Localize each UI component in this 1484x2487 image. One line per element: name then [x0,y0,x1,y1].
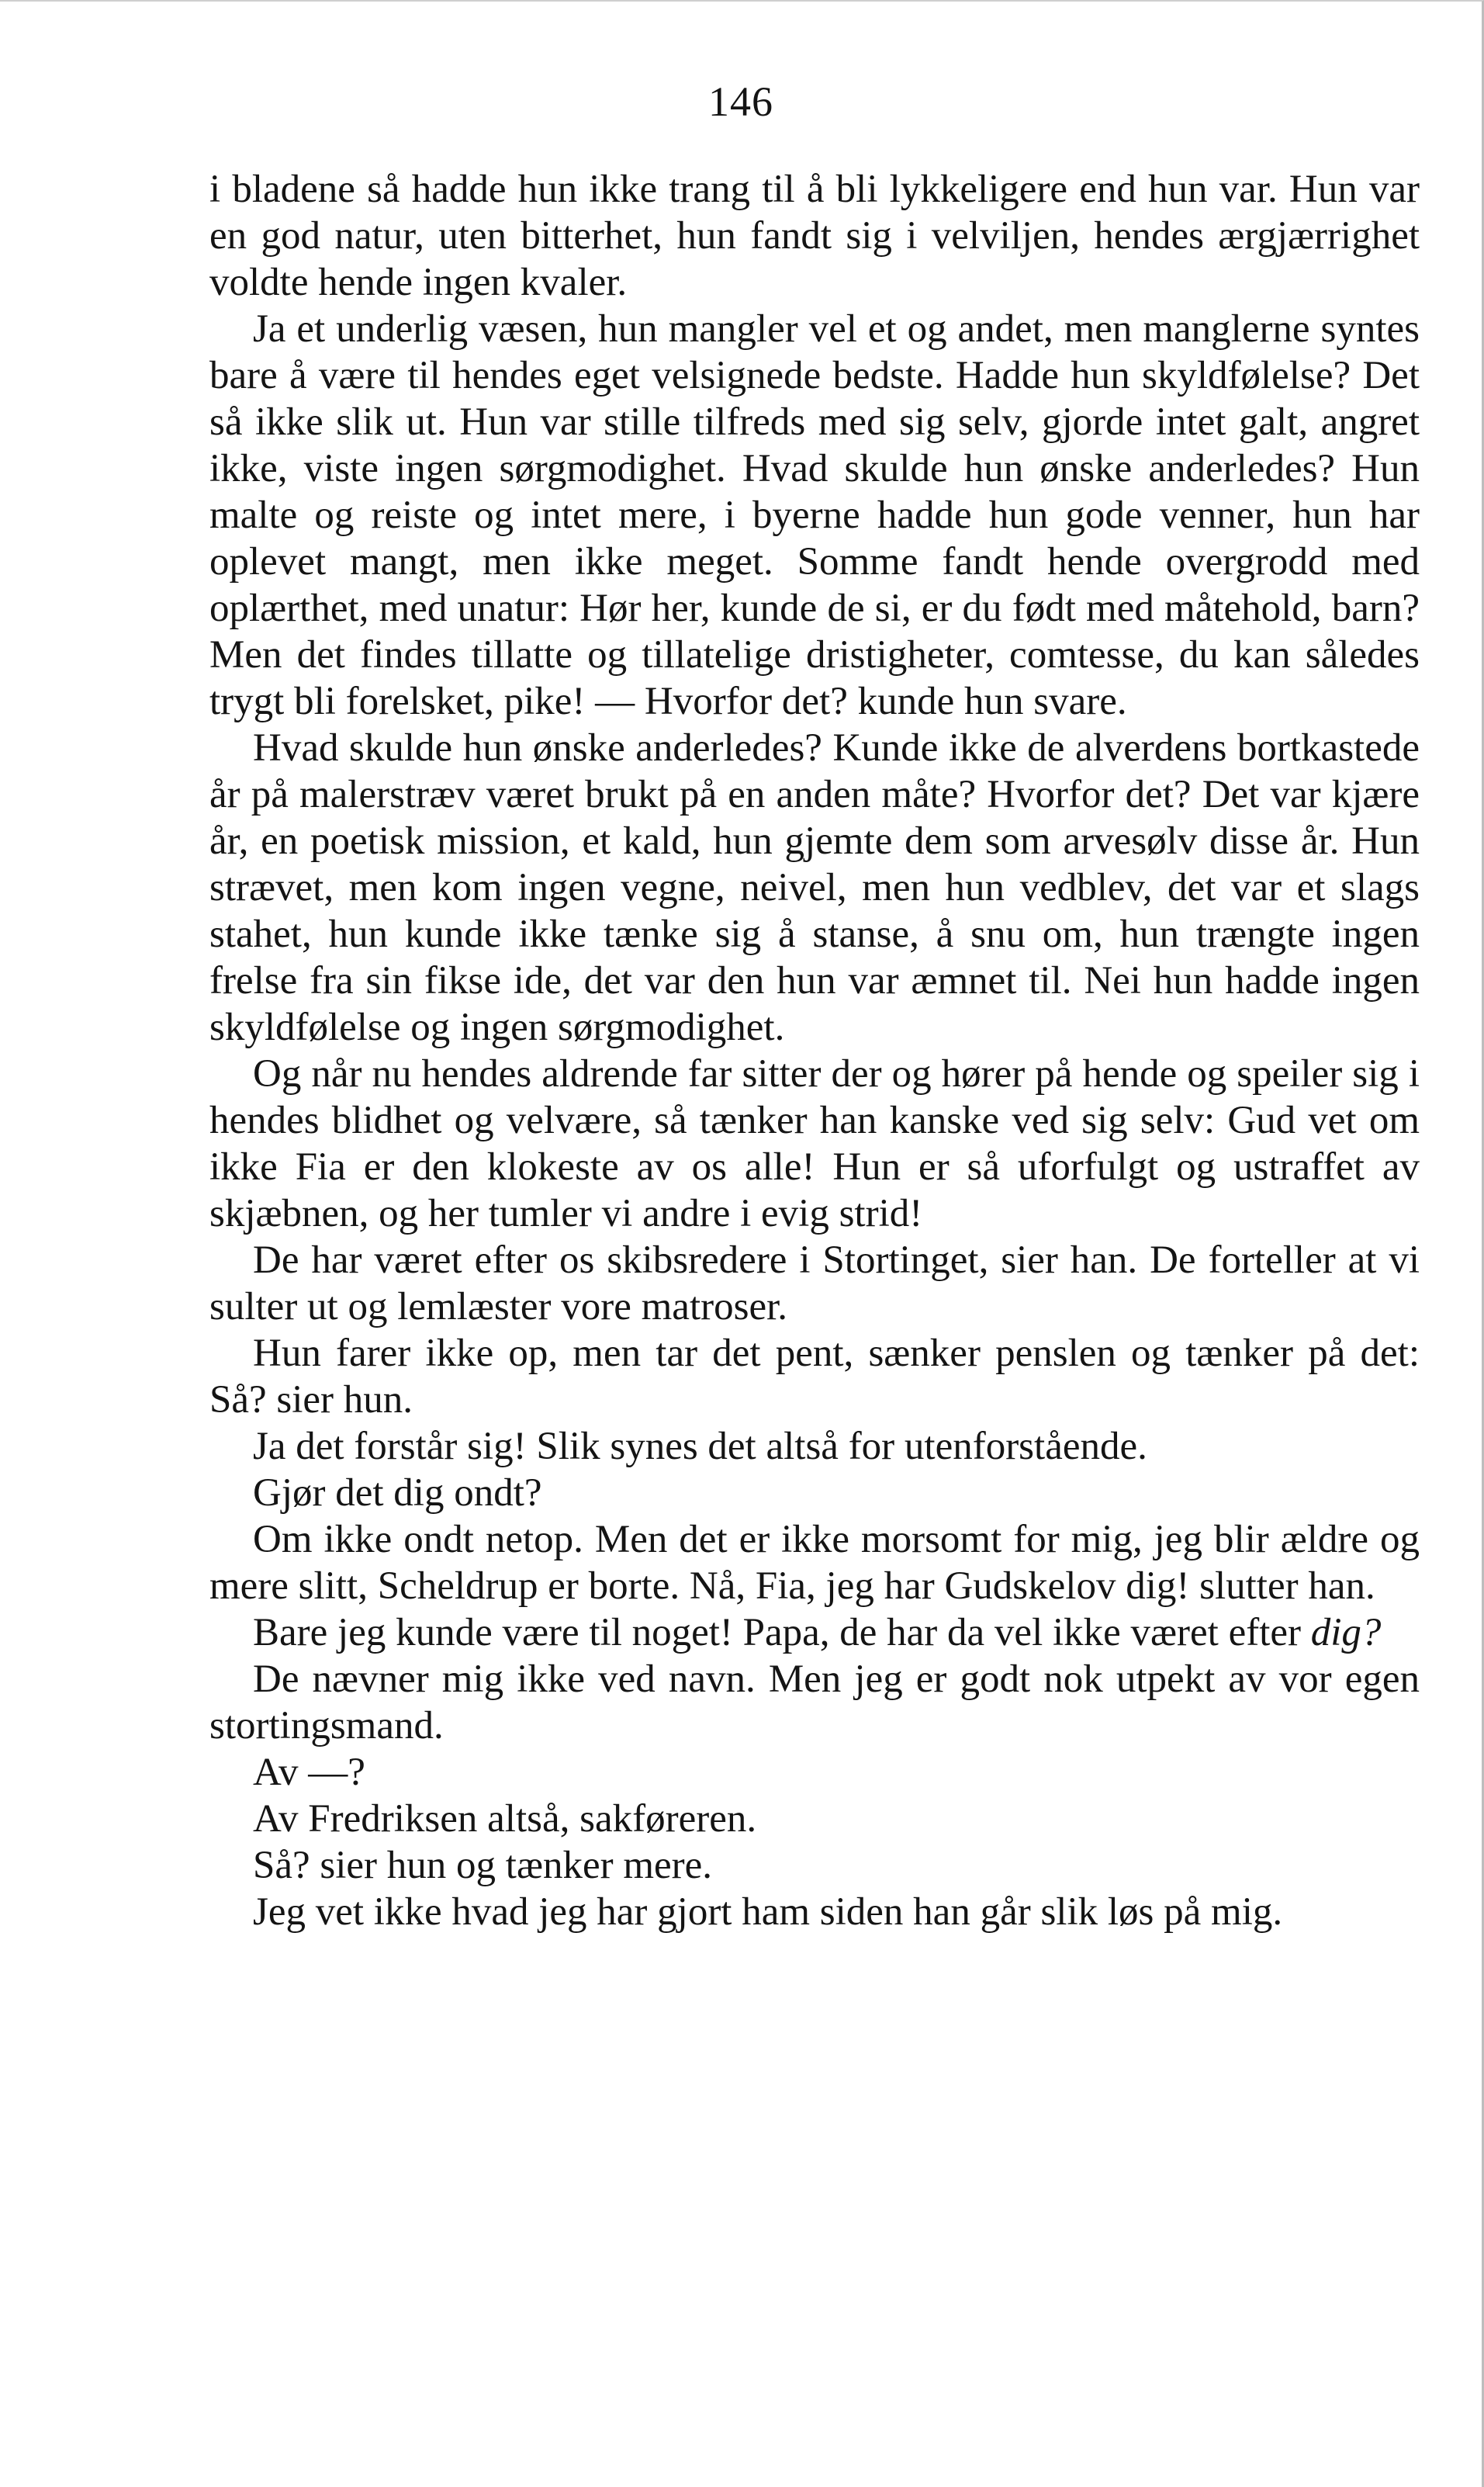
paragraph-text: Av —? [253,1751,365,1794]
italic-emphasis: dig? [1310,1611,1382,1654]
paragraph [209,1470,1420,1516]
paragraph-text: De har været efter os skibsredere i Stortinget, sier han. De forteller at vi sulter ut og lemlæster vore matroser. [209,1238,1420,1328]
paragraph-text: Bare jeg kunde være til noget! Papa, de har da vel ikke været efter [253,1611,1311,1654]
paragraph [209,1609,1420,1656]
paragraph [209,1656,1420,1749]
paragraph-text: Så? sier hun og tænker mere. [253,1844,713,1887]
paragraph-text: Gjør det dig ondt? [253,1471,542,1515]
paragraph-text: Ja det forstår sig! Slik synes det altså for utenforstående. [253,1425,1147,1468]
paragraph-text: Hvad skulde hun ønske anderledes? Kunde ikke de alverdens bortkastede år på malerstræv været brukt på en anden måte? Hvorfor det? Det var kjære år, en poetisk mission, et kald, hun gjemte dem som arvesølv disse år. Hun strævet, men kom ingen vegne, neivel, men hun vedblev, det var et slags stahet, hun kunde ikke tænke sig å stanse, å snu om, hun trængte ingen frelse fra sin fikse ide, det var den hun var æmnet til. Nei hun hadde ingen skyldfølelse og ingen sørgmodighet. [209,726,1420,1049]
paragraph [209,1330,1420,1423]
paragraph-text: Av Fredriksen altså, sakføreren. [253,1797,757,1841]
paragraph [209,306,1420,725]
paragraph-text: Og når nu hendes aldrende far sitter der og hører på hende og speiler sig i hendes blidhet og velvære, så tænker han kanske ved sig selv: Gud vet om ikke Fia er den klokeste av os alle! Hun er så uforfulgt og ustraffet av skjæbnen, og her tumler vi andre i evig strid! [209,1052,1420,1235]
paragraph-text: i bladene så hadde hun ikke trang til å bli lykkeligere end hun var. Hun var en god natur, uten bitterhet, hun fandt sig i velviljen, hendes ærgjærrighet voldte hende ingen kvaler. [209,168,1420,304]
page-number: 146 [708,78,773,125]
paragraph-text: Hun farer ikke op, men tar det pent, sænker penslen og tænker på det: Så? sier hun. [209,1332,1420,1422]
paragraph [209,1796,1420,1842]
paragraph [209,1889,1420,1935]
paragraph-text: Jeg vet ikke hvad jeg har gjort ham siden han går slik løs på mig. [253,1890,1283,1934]
paragraph [209,1051,1420,1237]
paragraph [209,1842,1420,1889]
paragraph [209,1516,1420,1609]
paragraph [209,725,1420,1051]
paragraph-text: Ja et underlig væsen, hun mangler vel et og andet, men manglerne syntes bare å være til hendes eget velsignede bedste. Hadde hun skyldfølelse? Det så ikke slik ut. Hun var stille tilfreds med sig selv, gjorde intet galt, angret ikke, viste ingen sørgmodighet. Hvad skulde hun ønske anderledes? Hun malte og reiste og intet mere, i byerne hadde hun gode venner, hun har oplevet mangt, men ikke meget. Somme fandt hende overgrodd med oplærthet, med unatur: Hør her, kunde de si, er du født med måtehold, barn? Men det findes tillatte og tillatelige dristigheter, comtesse, du kan således trygt bli forelsket, pike! — Hvorfor det? kunde hun svare. [209,307,1420,723]
paragraph [209,1237,1420,1330]
paragraph [209,1423,1420,1470]
paragraph [209,166,1420,306]
paragraph [209,1749,1420,1796]
paragraph-text: Om ikke ondt netop. Men det er ikke morsomt for mig, jeg blir ældre og mere slitt, Scheldrup er borte. Nå, Fia, jeg har Gudskelov dig! slutter han. [209,1518,1420,1608]
paragraph-text: De nævner mig ikke ved navn. Men jeg er godt nok utpekt av vor egen stortingsmand. [209,1657,1420,1747]
body-text [209,166,1420,1935]
